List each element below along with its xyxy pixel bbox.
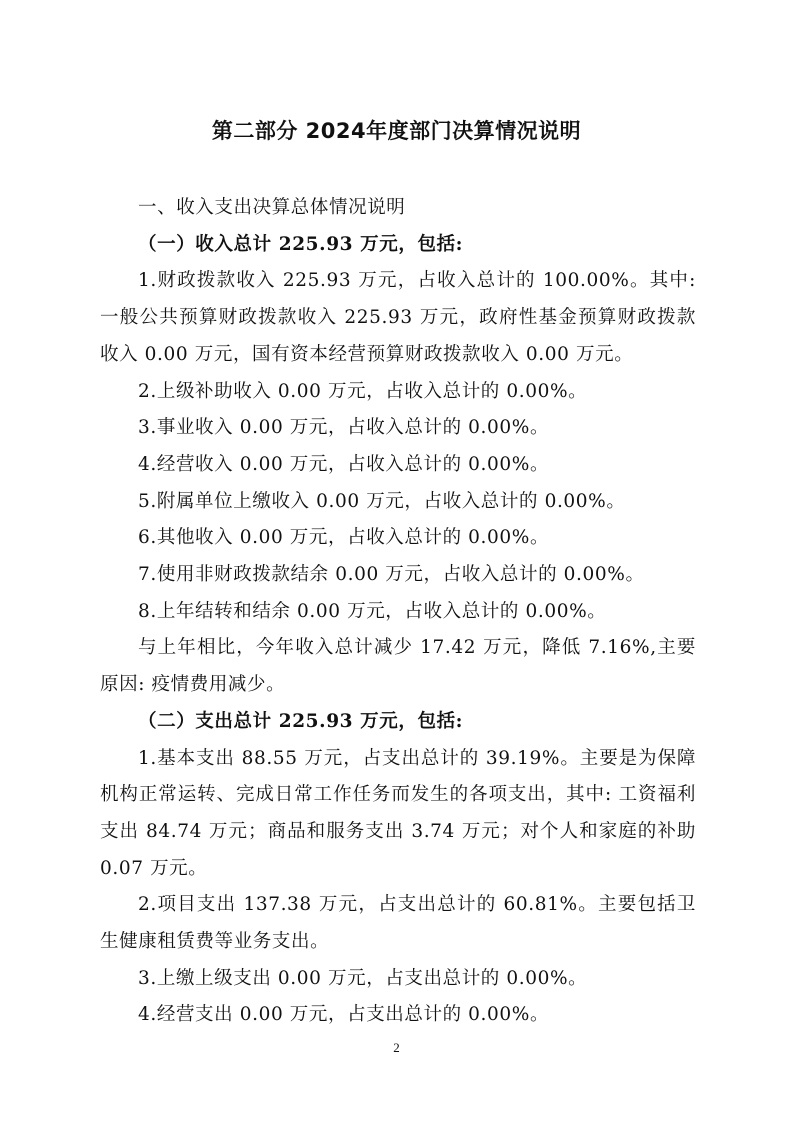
paragraph-affiliated-unit-income: 5.附属单位上缴收入 0.00 万元，占收入总计的 0.00%。 [138,490,626,512]
paragraph-superior-subsidy-income: 2.上级补助收入 0.00 万元，占收入总计的 0.00%。 [138,380,588,402]
document-body [100,190,696,1034]
paragraph-fiscal-appropriation-income: 1.财政拨款收入 225.93 万元，占收入总计的 100.00%。其中:一般公共预算财政拨款收入 225.93 万元，政府性基金预算财政拨款收入 0.00 万元，国有资本经营预算财政拨款收入 0.00 万元。 [100,270,696,365]
subheading-income-total: （一）收入总计 225.93 万元，包括: [138,233,464,255]
paragraph-business-income: 3.事业收入 0.00 万元，占收入总计的 0.00%。 [138,417,550,439]
paragraph-operating-expenditure: 4.经营支出 0.00 万元，占支出总计的 0.00%。 [138,1004,550,1026]
subheading-expenditure-total: （二）支出总计 225.93 万元，包括: [138,710,464,732]
paragraph-basic-expenditure: 1.基本支出 88.55 万元，占支出总计的 39.19%。主要是为保障机构正常运转、完成日常工作任务而发生的各项支出，其中: 工资福利支出 84.74 万元；商品和服务支出 3.74 万元；对个人和家庭的补助 0.07 万元。 [100,747,696,879]
page-title: 第二部分 2024年度部门决算情况说明 [211,119,582,143]
page-number: 2 [393,1040,400,1055]
paragraph-project-expenditure: 2.项目支出 137.38 万元，占支出总计的 60.81%。主要包括卫生健康租赁费等业务支出。 [100,894,696,953]
paragraph-remitted-to-superior: 3.上缴上级支出 0.00 万元，占支出总计的 0.00%。 [138,967,588,989]
paragraph-operating-income: 4.经营收入 0.00 万元，占收入总计的 0.00%。 [138,453,550,475]
section-heading-income-expenditure: 一、收入支出决算总体情况说明 [138,197,406,218]
paragraph-year-over-year-income: 与上年相比，今年收入总计减少 17.42 万元，降低 7.16%,主要原因: 疫情费用减少。 [100,637,696,696]
paragraph-prior-year-carryover: 8.上年结转和结余 0.00 万元，占收入总计的 0.00%。 [138,600,607,622]
paragraph-non-fiscal-balance: 7.使用非财政拨款结余 0.00 万元，占收入总计的 0.00%。 [138,564,645,586]
paragraph-other-income: 6.其他收入 0.00 万元，占收入总计的 0.00%。 [138,527,550,549]
